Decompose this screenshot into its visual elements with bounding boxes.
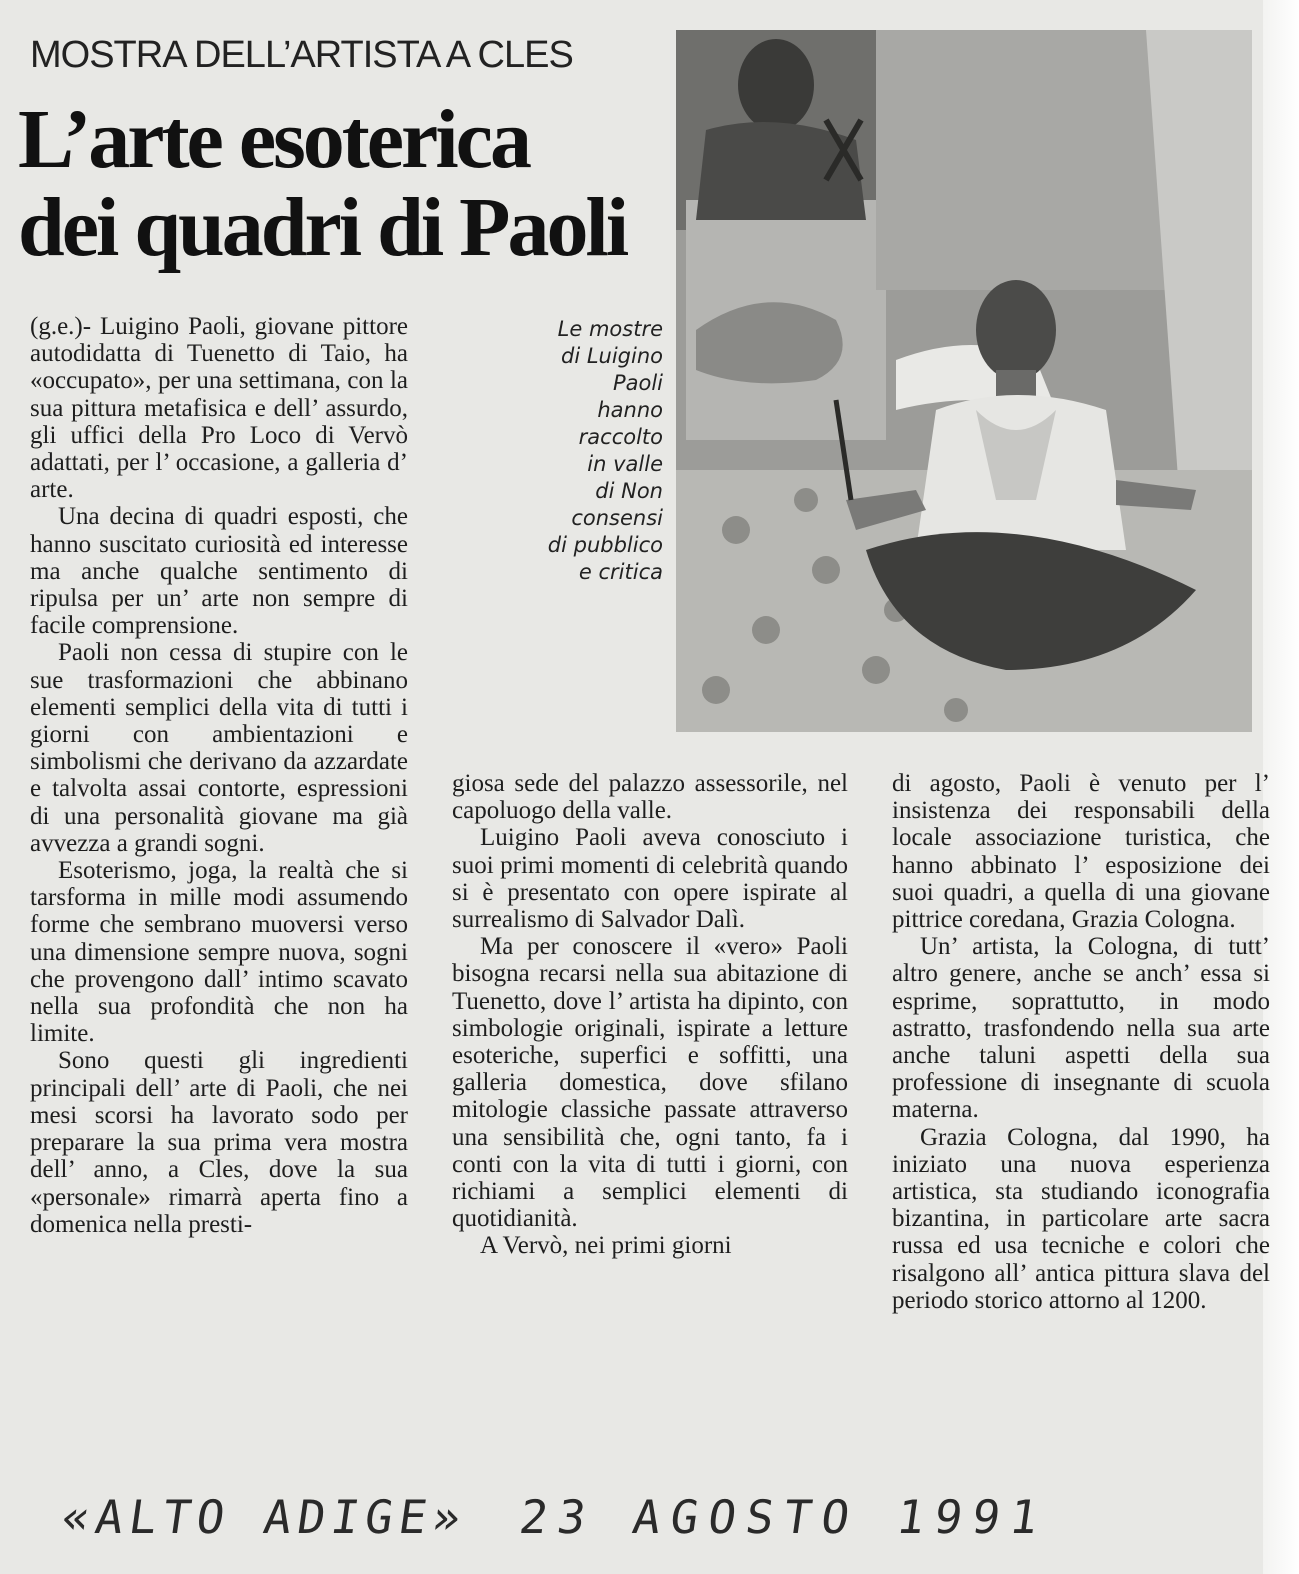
- paragraph: Ma per conoscere il «vero» Paoli bisogna recarsi nella sua abitazione di Tuenetto, dove l’ artista ha dipinto, con simbologie originali, ispirate a letture esoteriche, superfici e soffitti, una galleria domestica, dove sfilano mitologie classiche passate attraverso una sensibilità che, ogni tanto, fa i conti con la vita di tutti i giorni, con richiami a semplici elementi di quotidianità.: [452, 933, 848, 1233]
- caption-line: hanno: [597, 398, 663, 422]
- paragraph: (g.e.)- Luigino Paoli, giovane pittore autodidatta di Tuenetto di Taio, ha «occupato», per una settimana, con la sua pittura metafisica e dell’ assurdo, gli uffici della Pro Loco di Vervò adattati, per l’ occasione, a galleria d’ arte.: [30, 313, 408, 504]
- article-column-2: [452, 770, 848, 1260]
- article-headline: [18, 93, 668, 274]
- paragraph: di agosto, Paoli è venuto per l’ insistenza dei responsabili della locale associazione turistica, che hanno abbinato l’ esposizione dei suoi quadri, a quella di una giovane pittrice coredana, Grazia Cologna.: [892, 770, 1270, 934]
- artist-photo: [676, 30, 1252, 732]
- caption-line: Paoli: [612, 371, 663, 395]
- paragraph: Esoterismo, joga, la realtà che si tarsforma in mille modi assumendo forme che sembrano muoversi verso una dimensione sempre nuova, sogni che provengono dall’ intimo scavato nella sua profondità che non ha limite.: [30, 857, 408, 1048]
- caption-line: di Non: [595, 479, 663, 503]
- paragraph: Un’ artista, la Cologna, di tutt’ altro genere, anche se anch’ essa si esprime, soprattutto, in modo astratto, trasfondendo nella sua arte anche taluni aspetti della sua professione di insegnante di scuola materna.: [892, 933, 1270, 1124]
- paragraph: Paoli non cessa di stupire con le sue trasformazioni che abbinano elementi semplici della vita di tutti i giorni con ambientazioni e simbolismi che derivano da azzardate e talvolta assai contorte, espressioni di una personalità giovane ma già avvezza a grandi sogni.: [30, 639, 408, 857]
- caption-line: di pubblico: [547, 533, 663, 557]
- headline-line: dei quadri di Paoli: [18, 181, 627, 274]
- article-column-3: [892, 770, 1270, 1314]
- paragraph: giosa sede del palazzo assessorile, nel capoluogo della valle.: [452, 770, 848, 825]
- caption-line: e critica: [578, 560, 663, 584]
- article-column-1: [30, 313, 408, 1238]
- caption-line: in valle: [587, 452, 663, 476]
- handwritten-date: 23 AGOSTO 1991: [516, 1490, 1052, 1544]
- caption-line: consensi: [571, 506, 663, 530]
- paragraph: Sono questi gli ingredienti principali dell’ arte di Paoli, che nei mesi scorsi ha lavorato sodo per preparare la sua prima vera mostra dell’ anno, a Cles, dove la sua «personale» rimarrà aperta fino a domenica nella presti-: [30, 1047, 408, 1238]
- caption-line: Le mostre: [557, 317, 663, 341]
- handwritten-source: «ALTO ADIGE»: [58, 1490, 471, 1544]
- article-kicker: MOSTRA DELL’ARTISTA A CLES: [30, 34, 573, 76]
- paragraph: A Vervò, nei primi giorni: [480, 1232, 732, 1260]
- caption-line: di Luigino: [560, 344, 663, 368]
- caption-line: raccolto: [578, 425, 663, 449]
- paragraph: Luigino Paoli aveva conosciuto i suoi primi momenti di celebrità quando si è presentato con opere ispirate al surrealismo di Salvador Dalì.: [452, 824, 848, 934]
- headline-line: L’arte esoterica: [18, 93, 529, 186]
- photo-caption: [505, 316, 663, 586]
- photo-illustration: [676, 30, 1252, 732]
- paragraph: Una decina di quadri esposti, che hanno suscitato curiosità ed interesse ma anche qualche sentimento di ripulsa per un’ arte non sempre di facile comprensione.: [30, 503, 408, 640]
- paragraph: Grazia Cologna, dal 1990, ha iniziato una nuova esperienza artistica, sta studiando iconografia bizantina, in particolare arte sacra russa ed usa tecniche e colori che risalgono all’ antica pittura slava del periodo storico attorno al 1200.: [892, 1123, 1270, 1314]
